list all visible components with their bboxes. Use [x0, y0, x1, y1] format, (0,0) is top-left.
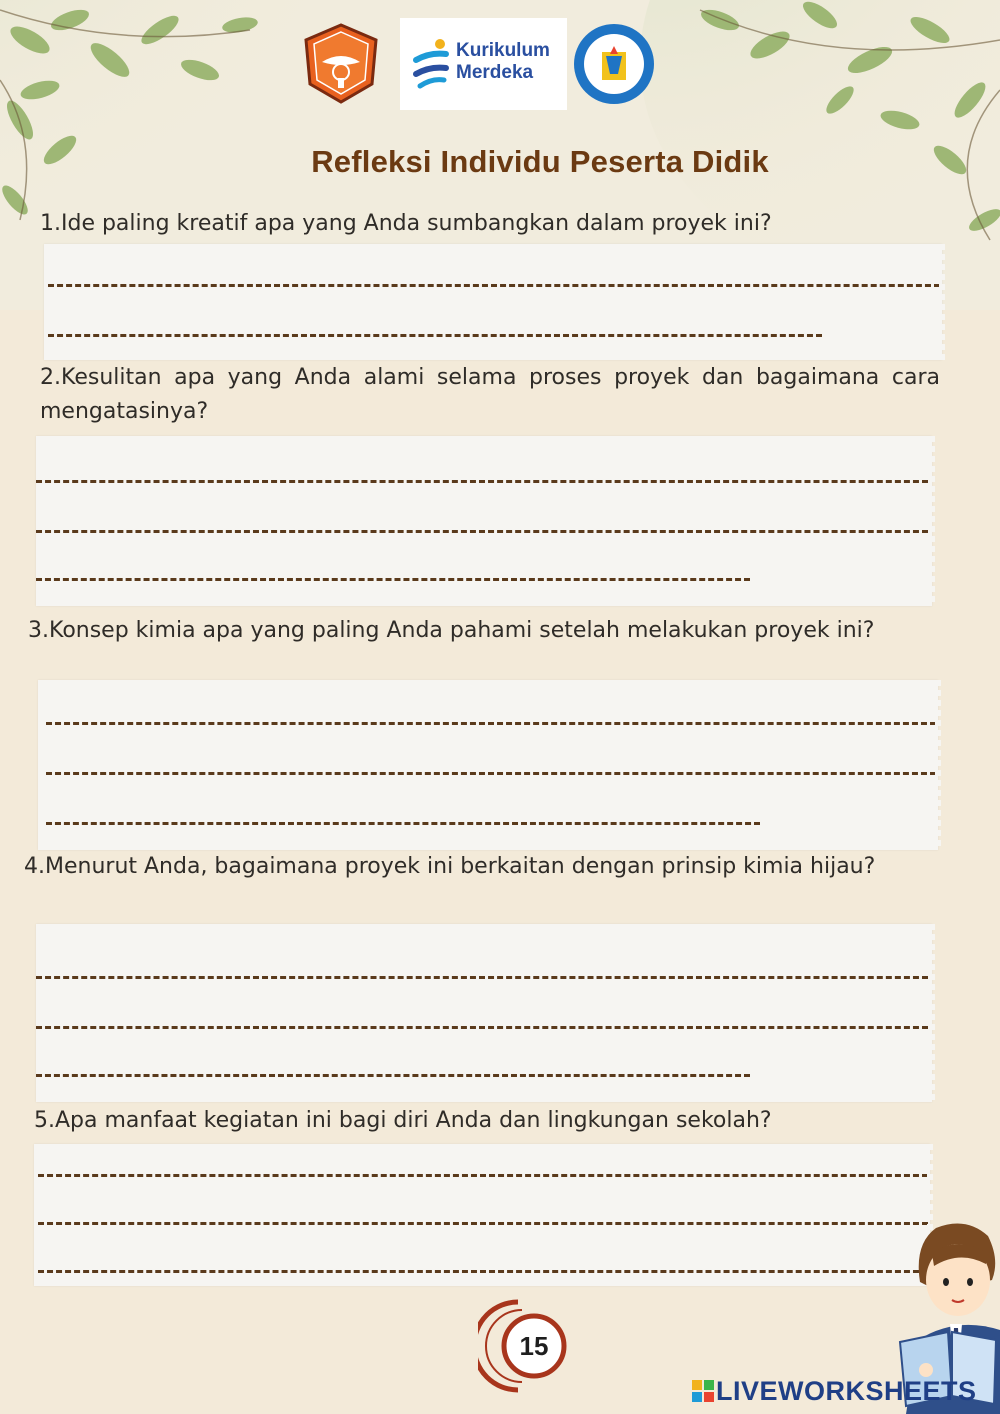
- question-4: 4.Menurut Anda, bagaimana proyek ini berkaitan dengan prinsip kimia hijau?: [24, 854, 876, 879]
- page-number-badge: [478, 1296, 574, 1396]
- answer-line: [36, 530, 928, 533]
- answer-area-1[interactable]: [44, 244, 942, 360]
- answer-area-4[interactable]: [36, 924, 932, 1102]
- answer-line: [38, 1222, 928, 1225]
- question-1: 1.Ide paling kreatif apa yang Anda sumbangkan dalam proyek ini?: [40, 211, 772, 236]
- liveworksheets-logo-icon: [692, 1380, 714, 1402]
- answer-line: [46, 772, 936, 775]
- kurikulum-merdeka-wordmark: [456, 40, 550, 84]
- answer-line: [48, 284, 940, 287]
- answer-area-3[interactable]: [38, 680, 938, 850]
- page-title: Refleksi Individu Peserta Didik: [311, 144, 769, 179]
- answer-line: [38, 1270, 928, 1273]
- answer-line: [36, 1026, 928, 1029]
- answer-area-2[interactable]: [36, 436, 932, 606]
- answer-line: [48, 334, 822, 337]
- answer-line: [46, 722, 936, 725]
- liveworksheets-text: LIVEWORKSHEETS: [716, 1376, 977, 1406]
- merdeka-text: Merdeka: [456, 62, 534, 83]
- kurikulum-text: Kurikulum: [456, 40, 550, 61]
- question-3: 3.Konsep kimia apa yang paling Anda pahami setelah melakukan proyek ini?: [28, 618, 875, 643]
- answer-line: [38, 1174, 928, 1177]
- question-2: 2.Kesulitan apa yang Anda alami selama proses proyek dan bagaimana cara mengatasinya?: [40, 365, 940, 424]
- answer-area-5[interactable]: [34, 1144, 930, 1286]
- answer-line: [36, 1074, 750, 1077]
- kurikulum-merdeka-mark-icon: [410, 38, 454, 90]
- question-5: 5.Apa manfaat kegiatan ini bagi diri Anda dan lingkungan sekolah?: [34, 1108, 772, 1133]
- answer-line: [46, 822, 760, 825]
- answer-line: [36, 480, 928, 483]
- universitas-jambi-logo: [300, 22, 382, 104]
- answer-line: [36, 976, 928, 979]
- answer-line: [36, 578, 750, 581]
- liveworksheets-watermark: [692, 1376, 977, 1407]
- kurikulum-merdeka-logo: [400, 18, 567, 110]
- page-number: 15: [519, 1331, 549, 1361]
- tut-wuri-handayani-logo: [572, 22, 656, 106]
